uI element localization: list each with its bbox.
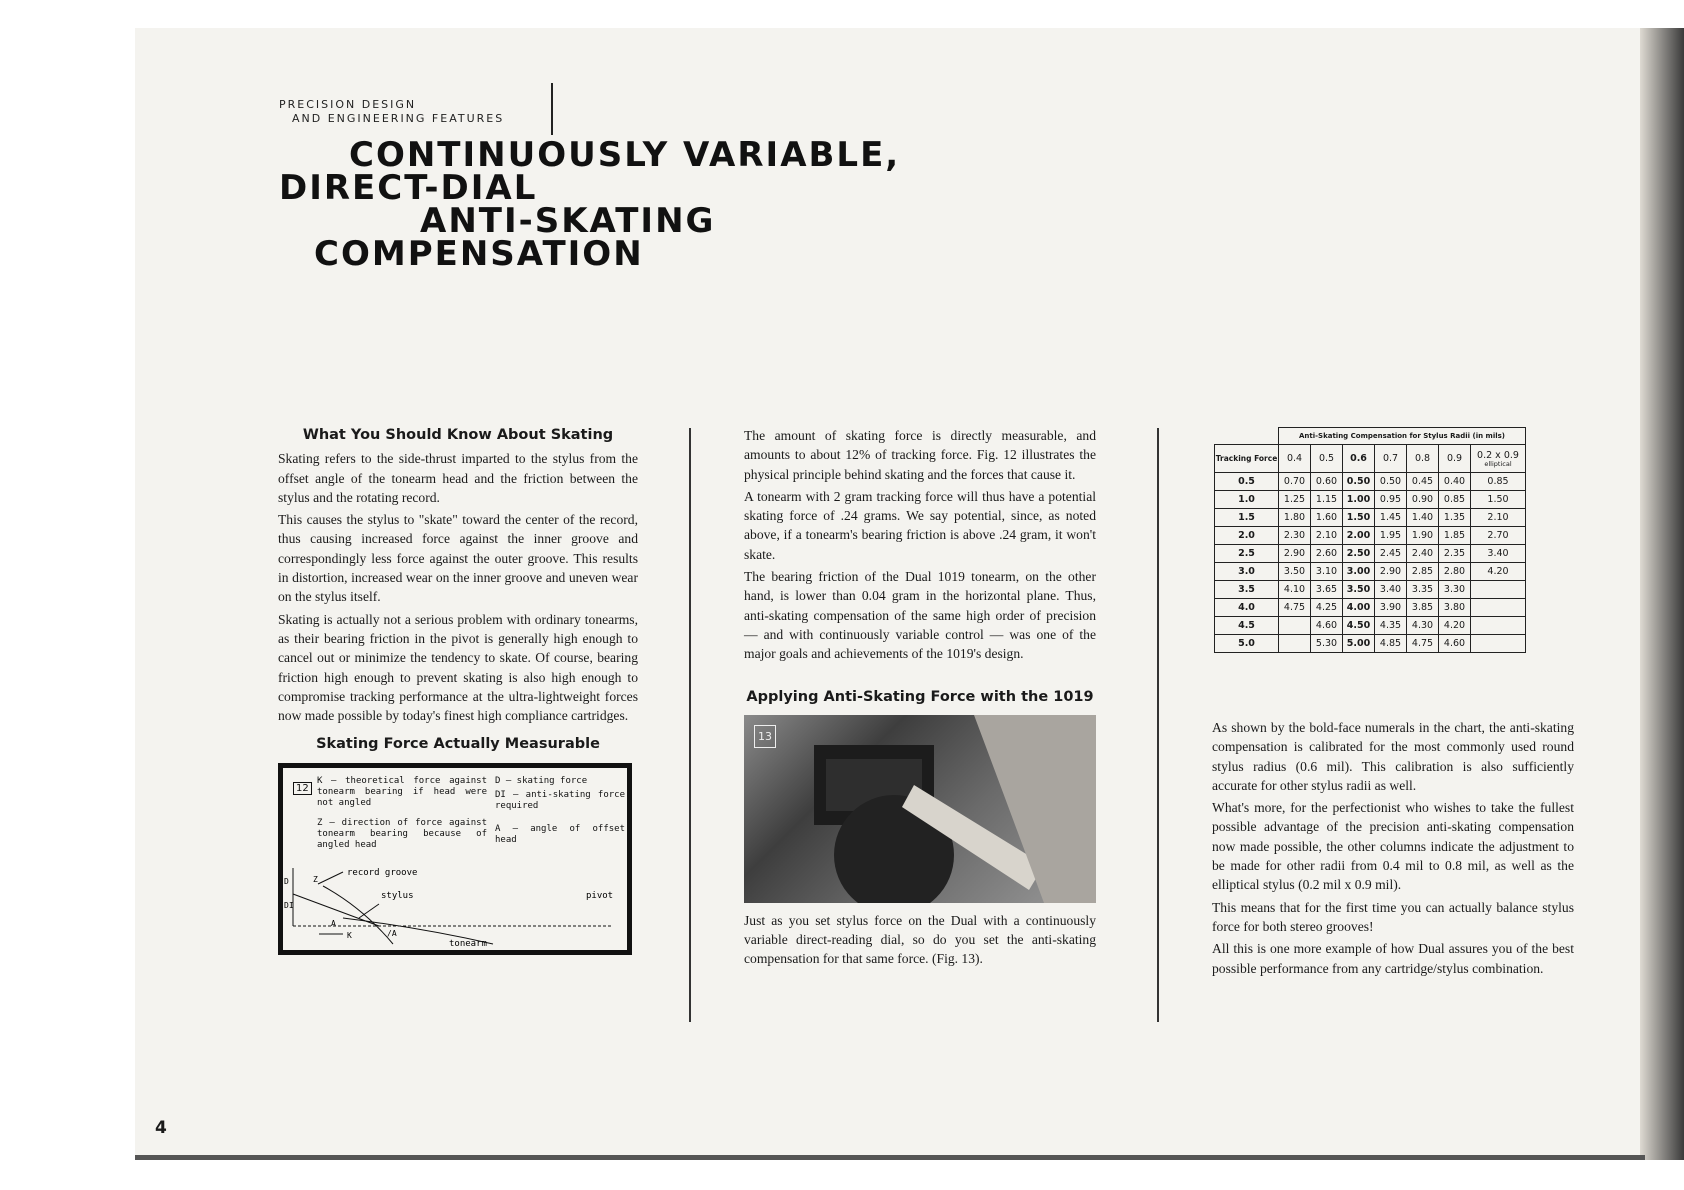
chart-column-header [1375,445,1407,473]
kicker-line-2: AND ENGINEERING FEATURES [292,112,505,125]
col1-paragraph-1: Skating refers to the side-thrust imparted to the stylus from the offset angle of the tonearm head and the friction between the stylus and the rotating record. [278,451,638,505]
chart-tracking-force: 4.5 [1215,617,1279,635]
chart-row [1215,563,1526,581]
chart-cell: 2.00 [1343,527,1375,545]
label-stylus: stylus [381,890,414,901]
kicker-divider [551,83,553,135]
chart-cell [1279,617,1311,635]
chart-cell: 3.40 [1471,545,1526,563]
chart-cell: 1.00 [1343,491,1375,509]
chart-column-label: 0.5 [1318,453,1335,464]
label-tonearm: tonearm [449,938,487,949]
chart-cell: 3.00 [1343,563,1375,581]
legend-a: A — angle of offset head [495,823,625,845]
chart-cell: 3.90 [1375,599,1407,617]
chart-column-label: 0.8 [1414,453,1431,464]
chart-cell: 4.25 [1311,599,1343,617]
chart-cell: 2.10 [1471,509,1526,527]
column-1 [278,426,638,955]
col3-paragraph-4: All this is one more example of how Dual assures you of the best possible performance from any cartridge/stylus combination. [1212,941,1574,976]
chart-cell: 1.15 [1311,491,1343,509]
figure-12-number: 12 [293,782,312,795]
column-2 [744,426,1096,972]
chart-tracking-force: 3.5 [1215,581,1279,599]
chart-row [1215,581,1526,599]
col2-paragraph-4: Just as you set stylus force on the Dual with a continuously variable direct-reading dial, so do you set the anti-skating compensation for that same force. (Fig. 13). [744,912,1096,967]
chart-column-header [1311,445,1343,473]
col1-paragraph-2: This causes the stylus to "skate" toward the center of the record, thus causing increased force against the inner groove and correspondingly less force against the outer groove. This results in distortion, increased wear on the inner groove and uneven wear on the stylus itself. [278,512,638,605]
chart-cell: 3.80 [1439,599,1471,617]
chart-cell: 4.20 [1439,617,1471,635]
measurable-heading: Skating Force Actually Measurable [316,736,600,753]
chart-tracking-force: 0.5 [1215,473,1279,491]
chart-cell: 3.65 [1311,581,1343,599]
figure-12-diagram [278,763,632,955]
chart-cell: 0.85 [1439,491,1471,509]
chart-cell: 2.85 [1407,563,1439,581]
chart-cell: 0.50 [1375,473,1407,491]
chart-caption: Anti-Skating Compensation for Stylus Radii (in mils) [1279,428,1526,445]
chart-cell: 4.30 [1407,617,1439,635]
chart-tracking-force: 2.0 [1215,527,1279,545]
label-a: A [331,918,336,928]
book-spine-shadow [1640,28,1684,1160]
chart-row [1215,545,1526,563]
chart-cell: 4.60 [1439,635,1471,653]
chart-row [1215,527,1526,545]
legend-k: K — theoretical force against tonearm bearing if head were not angled [317,775,487,808]
chart-cell: 4.85 [1375,635,1407,653]
chart-cell [1279,635,1311,653]
chart-cell: 2.80 [1439,563,1471,581]
col3-paragraph-2: What's more, for the perfectionist who wishes to take the fullest possible advantage of the precision anti-skating compensation now made possible, the other columns indicate the adjustment to be made for other radii from 0.4 mil to 0.8 mil, as well as the elliptical stylus (0.2 mil x 0.9 mil). [1212,800,1574,893]
chart-row-header: Tracking Force [1215,445,1279,473]
chart-caption-row [1215,428,1526,445]
chart-cell: 2.90 [1375,563,1407,581]
chart-cell: 0.45 [1407,473,1439,491]
chart-tracking-force: 1.5 [1215,509,1279,527]
diagram-lines [293,868,613,944]
column-3 [1212,718,1574,981]
chart-cell: 4.35 [1375,617,1407,635]
chart-header-row [1215,445,1526,473]
chart-column-header [1343,445,1375,473]
col2-paragraph-3: The bearing friction of the Dual 1019 tonearm, on the other hand, is lower than 0.04 gram in the horizontal plane. Thus, anti-skating compensation of the same high order of precision — and with continuously variable control — was one of the major goals and achievements of the 1019's design. [744,569,1096,662]
chart-cell: 2.60 [1311,545,1343,563]
legend-z: Z — direction of force against tonearm bearing because of angled head [317,817,487,850]
chart-cell: 0.40 [1439,473,1471,491]
chart-tracking-force: 3.0 [1215,563,1279,581]
chart-cell: 3.10 [1311,563,1343,581]
chart-elliptical-note: elliptical [1484,459,1512,468]
chart-column-label: 0.6 [1350,453,1367,464]
chart-cell: 5.30 [1311,635,1343,653]
chart-column-header [1407,445,1439,473]
chart-cell: 3.40 [1375,581,1407,599]
chart-row [1215,473,1526,491]
anti-skating-chart [1214,427,1526,653]
chart-cell: 2.35 [1439,545,1471,563]
skating-heading: What You Should Know About Skating [302,427,614,443]
col2-paragraph-2: A tonearm with 2 gram tracking force will thus have a potential skating force of .24 grams. We say potential, since, as noted above, if a tonearm's bearing friction is above .24 gram, it won't skate. [744,488,1096,562]
chart-cell: 4.10 [1279,581,1311,599]
figure-13-photo [744,715,1096,903]
label-record-groove: record groove [347,867,418,878]
label-pivot: pivot [586,890,614,901]
col3-paragraph-1: As shown by the bold-face numerals in the chart, the anti-skating compensation is calibrated for the most commonly used round stylus radius (0.6 mil). This calibration is also sufficiently accurate for other stylus radii as well. [1212,720,1574,793]
chart-cell [1471,581,1526,599]
chart-cell: 5.00 [1343,635,1375,653]
chart-column-header [1439,445,1471,473]
chart-row [1215,635,1526,653]
chart-cell: 2.10 [1311,527,1343,545]
label-a-angle: /A [387,928,397,938]
chart-cell: 1.25 [1279,491,1311,509]
page-bottom-edge [135,1155,1645,1160]
chart-cell: 2.70 [1471,527,1526,545]
chart-cell: 1.50 [1471,491,1526,509]
chart-cell: 4.50 [1343,617,1375,635]
chart-cell: 4.20 [1471,563,1526,581]
chart-cell: 1.45 [1375,509,1407,527]
headline-line-3: ANTI-SKATING [420,201,716,241]
chart-cell: 3.85 [1407,599,1439,617]
chart-cell: 4.60 [1311,617,1343,635]
chart-cell: 1.95 [1375,527,1407,545]
chart-column-label: 0.4 [1286,453,1303,464]
column-divider-1 [689,428,691,1022]
chart-cell: 0.95 [1375,491,1407,509]
chart-cell: 1.40 [1407,509,1439,527]
chart-cell: 2.50 [1343,545,1375,563]
chart-cell: 0.70 [1279,473,1311,491]
chart-cell: 2.40 [1407,545,1439,563]
label-k: K [347,930,352,940]
chart-column-label: 0.7 [1382,453,1399,464]
chart-tracking-force: 4.0 [1215,599,1279,617]
dial-photo-illustration [744,715,1096,903]
chart-cell: 1.50 [1343,509,1375,527]
chart-cell [1471,635,1526,653]
chart-row [1215,617,1526,635]
col2-paragraph-1: The amount of skating force is directly measurable, and amounts to about 12% of tracking force. Fig. 12 illustrates the physical principle behind skating and the forces that cause it. [744,428,1096,482]
label-d: D [284,876,289,886]
chart-cell: 4.00 [1343,599,1375,617]
chart-cell: 1.80 [1279,509,1311,527]
chart-cell: 0.85 [1471,473,1526,491]
label-di: DI [284,900,294,910]
force-diagram [283,768,627,950]
chart-cell: 1.90 [1407,527,1439,545]
legend-d: D — skating force [495,775,588,786]
chart-column-header [1471,445,1526,473]
chart-cell: 1.60 [1311,509,1343,527]
chart-column-header [1279,445,1311,473]
column-divider-2 [1157,428,1159,1022]
col1-paragraph-3: Skating is actually not a serious problem with ordinary tonearms, as their bearing friction in the pivot is generally high enough to cancel out or minimize the tendency to skate. Of course, bearing friction high enough to prevent skating is also high enough to compromise tracking performance at the ultra-lightweight forces now made possible by today's finest high compliance cartridges. [278,611,638,724]
chart-row [1215,491,1526,509]
chart-cell: 3.30 [1439,581,1471,599]
chart-tracking-force: 5.0 [1215,635,1279,653]
chart-row [1215,509,1526,527]
chart-cell [1471,599,1526,617]
chart-cell: 2.30 [1279,527,1311,545]
chart-body [1215,428,1526,653]
page-number: 4 [155,1118,167,1138]
chart-cell: 4.75 [1279,599,1311,617]
legend-di: DI — anti-skating force required [495,789,625,811]
chart-cell: 0.90 [1407,491,1439,509]
applying-heading: Applying Anti-Skating Force with the 1019 [746,688,1094,705]
chart-cell: 3.50 [1343,581,1375,599]
figure-13-number: 13 [754,725,776,748]
label-z: Z [313,874,318,884]
chart-cell: 3.35 [1407,581,1439,599]
chart-cell: 4.75 [1407,635,1439,653]
chart-tracking-force: 2.5 [1215,545,1279,563]
photo-hand [974,715,1096,903]
chart-row [1215,599,1526,617]
chart-cell: 2.90 [1279,545,1311,563]
chart-column-label: 0.9 [1446,453,1463,464]
headline-line-1: CONTINUOUSLY VARIABLE, [349,135,901,175]
kicker-line-1: PRECISION DESIGN [279,98,417,111]
headline-line-2: DIRECT-DIAL [279,168,538,208]
chart-cell: 2.45 [1375,545,1407,563]
chart-cell: 3.50 [1279,563,1311,581]
chart-cell: 0.50 [1343,473,1375,491]
col3-paragraph-3: This means that for the first time you can actually balance stylus force for both stereo grooves! [1212,899,1574,934]
chart-column-label: 0.2 x 0.9 [1477,449,1519,461]
chart-cell [1471,617,1526,635]
headline-line-4: COMPENSATION [314,234,644,274]
chart-tracking-force: 1.0 [1215,491,1279,509]
chart-cell: 1.85 [1439,527,1471,545]
chart-cell: 1.35 [1439,509,1471,527]
chart-corner-blank [1215,428,1279,445]
chart-cell: 0.60 [1311,473,1343,491]
